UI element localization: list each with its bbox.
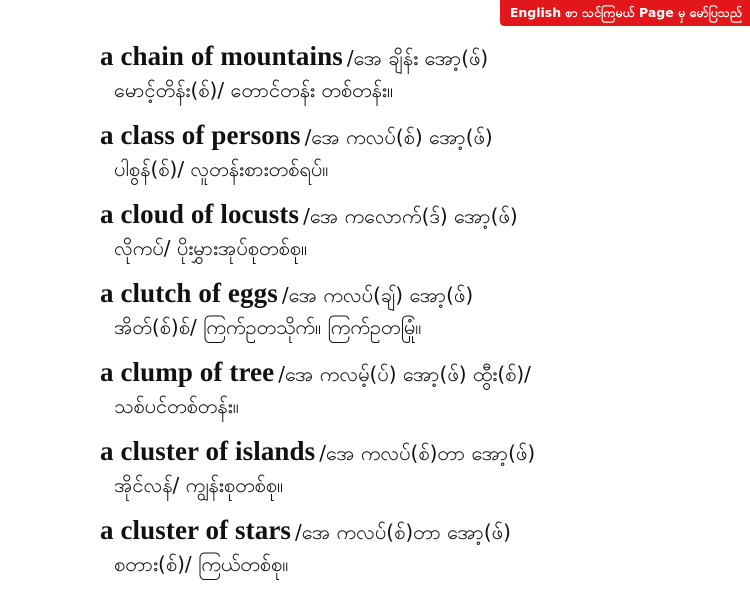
vocabulary-list (100, 38, 660, 591)
pronunciation: /အေ ချိန်း အော့(ဖ်) (346, 46, 489, 70)
pronunciation: /အေ ကလမ့်(ပ်) အော့(ဖ်) ထွီး(စ်)/ (278, 362, 531, 386)
english-phrase: a chain of mountains (100, 41, 343, 71)
meaning: စတား(စ်)/ ကြယ်တစ်စု။ (114, 552, 289, 576)
list-item (100, 512, 660, 591)
meaning: လိုကပ်/ ပိုးမွှားအုပ်စုတစ်စု။ (114, 236, 308, 260)
list-item (100, 196, 660, 275)
source-page-badge: English စာ သင်ကြမယ် Page မှ မော်ပြသည် (500, 0, 750, 26)
english-phrase: a cluster of islands (100, 436, 316, 466)
meaning: အိုင်လန်/ ကျွန်းစုတစ်စု။ (114, 473, 284, 497)
list-item (100, 38, 660, 117)
meaning: အိတ်(စ်)စ်/ ကြက်ဥတသိုက်။ ကြက်ဥတမြုံ။ (114, 315, 422, 339)
list-item (100, 433, 660, 512)
pronunciation: /အေ ကလပ်(စ်)တာ အော့(ဖ်) (295, 520, 511, 544)
english-phrase: a cluster of stars (100, 515, 292, 545)
english-phrase: a cloud of locusts (100, 199, 300, 229)
meaning: သစ်ပင်တစ်တန်း။ (114, 394, 239, 418)
pronunciation: /အေ ကလပ်(စ်) အော့(ဖ်) (304, 125, 493, 149)
pronunciation: /အေ ကလပ်(ချ်) အော့(ဖ်) (281, 283, 474, 307)
pronunciation: /အေ ကလောက်(ဒ်) အော့(ဖ်) (303, 204, 518, 228)
list-item (100, 354, 660, 433)
list-item (100, 117, 660, 196)
english-phrase: a clutch of eggs (100, 278, 278, 308)
english-phrase: a clump of tree (100, 357, 275, 387)
english-phrase: a class of persons (100, 120, 301, 150)
pronunciation: /အေ ကလပ်(စ်)တာ အော့(ဖ်) (319, 441, 536, 465)
meaning: ပါစွန်(စ်)/ လူတန်းစားတစ်ရပ်။ (114, 157, 329, 181)
meaning: မောင့်တိန်း(စ်)/ တောင်တန်း တစ်တန်း။ (114, 78, 394, 102)
list-item (100, 275, 660, 354)
